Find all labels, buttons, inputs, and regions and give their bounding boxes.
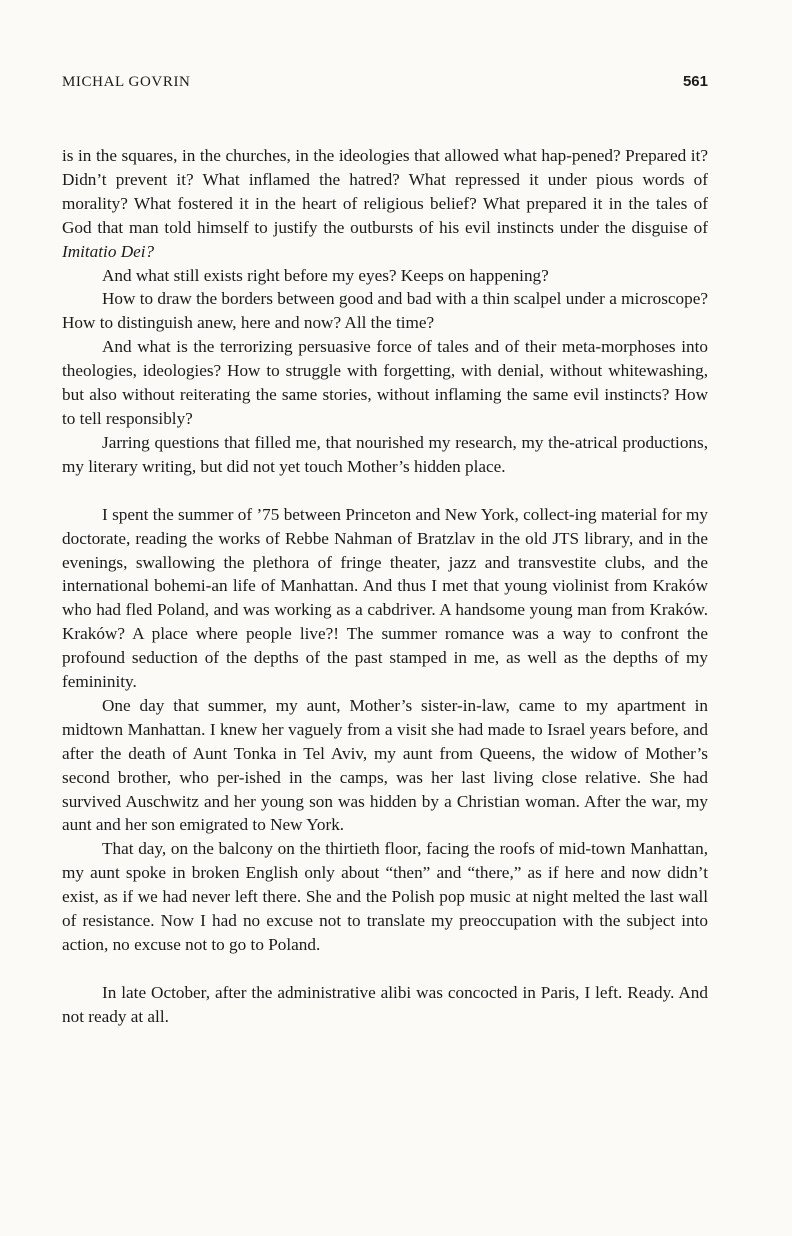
paragraph-8: That day, on the balcony on the thirtieth floor, facing the roofs of mid-town Manhattan, my aunt spoke in broken English only about “then” and “there,” as if here and now didn’t exist, as if we had never left there. She and the Polish pop music at night melted the last wall of resistance. Now I had no excuse not to translate my preoccupation with the subject into action, no excuse not to go to Poland. [62,839,708,954]
paragraph-4: And what is the terrorizing persuasive force of tales and of their meta-morphoses into theologies, ideologies? How to struggle with forgetting, with denial, without whitewashing, but also without reiterating the same stories, without inflaming the same evil instincts? How to tell responsibly? [62,337,708,428]
paragraph-2: And what still exists right before my eyes? Keeps on happening? [102,265,549,285]
page-number: 561 [682,73,708,90]
paragraph-1-italic: Imitatio Dei? [62,241,155,261]
paragraph-5: Jarring questions that filled me, that nourished my research, my the-atrical productions, my literary writing, but did not yet touch Mother’s hidden place. [62,432,708,476]
paragraph-1-text: is in the squares, in the churches, in the ideologies that allowed what hap-pened? Prepared it? Didn’t prevent it? What inflamed the hatred? What repressed it under pious words of morality? What fostered it in the heart of religious belief? What prepared it in the tales of God that man told himself to justify the outbursts of his evil instincts under the disguise of [62,146,708,237]
body-text [62,144,708,1029]
running-head [62,72,708,96]
paragraph-7: One day that summer, my aunt, Mother’s sister-in-law, came to my apartment in midtown Manhattan. I knew her vaguely from a visit she had made to Israel years before, and after the death of Aunt Tonka in Tel Aviv, my aunt from Queens, the widow of Mother’s second brother, who per-ished in the camps, was her last living close relative. She had survived Auschwitz and her young son was hidden by a Christian woman. After the war, my aunt and her son emigrated to New York. [62,695,708,835]
paragraph-3: How to draw the borders between good and bad with a thin scalpel under a microscope? How to distinguish anew, here and now? All the time? [62,289,708,333]
paragraph-6: I spent the summer of ’75 between Princeton and New York, collect-ing material for my doctorate, reading the works of Rebbe Nahman of Bratzlav in the old JTS library, and in the evenings, swallowing the plethora of fringe theater, jazz and transvestite clubs, and the international bohemi-an life of Manhattan. And thus I met that young violinist from Kraków who had fled Poland, and was working as a cabdriver. A handsome young man from Kraków. Kraków? A place where people live?! The summer romance was a way to confront the profound seduction of the depths of the past stamped in me, as well as the depths of my femininity. [62,504,708,692]
paragraph-1 [62,144,708,264]
running-head-author: MICHAL GOVRIN [62,74,191,90]
paragraph-9: In late October, after the administrative alibi was concocted in Paris, I left. Ready. And not ready at all. [62,982,708,1026]
